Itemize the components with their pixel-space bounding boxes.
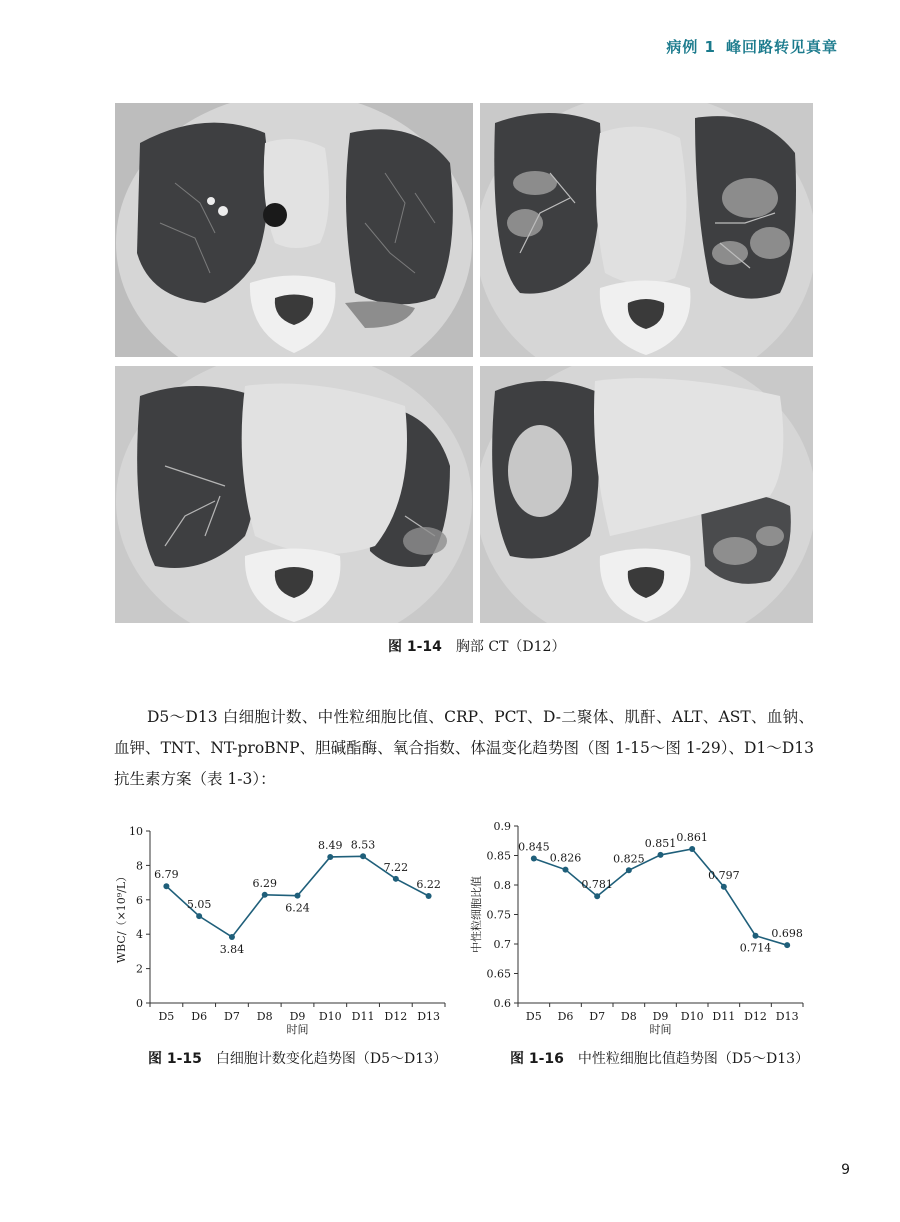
neutrophil-trend-chart bbox=[468, 815, 813, 1045]
ct-lower-left bbox=[115, 366, 473, 623]
data-point bbox=[163, 883, 169, 889]
ct-figure bbox=[115, 103, 813, 623]
data-point bbox=[262, 892, 268, 898]
data-label: 0.698 bbox=[771, 927, 803, 941]
x-tick-label: D13 bbox=[417, 1010, 441, 1023]
x-tick-label: D8 bbox=[256, 1010, 273, 1023]
data-label: 0.825 bbox=[613, 852, 645, 866]
y-tick-label: 6 bbox=[136, 893, 143, 907]
y-tick-label: 0 bbox=[136, 997, 143, 1010]
data-point bbox=[531, 855, 537, 861]
data-point bbox=[229, 934, 235, 940]
figure-number-neutrophil: 图 1-16 bbox=[510, 1051, 564, 1067]
ct-lower-right bbox=[480, 366, 813, 623]
x-tick-label: D12 bbox=[744, 1010, 767, 1023]
x-tick-label: D8 bbox=[620, 1010, 637, 1023]
y-axis-label: 中性粒细胞比值 bbox=[470, 876, 483, 953]
x-tick-label: D5 bbox=[158, 1010, 175, 1023]
data-label: 7.22 bbox=[383, 860, 409, 874]
y-tick-label: 0.7 bbox=[493, 938, 511, 951]
x-tick-label: D6 bbox=[557, 1010, 574, 1023]
data-point bbox=[594, 893, 600, 899]
y-tick-label: 8 bbox=[136, 859, 143, 873]
header-case: 病例 1 bbox=[666, 38, 716, 56]
data-point bbox=[784, 942, 790, 948]
data-label: 3.84 bbox=[219, 942, 245, 956]
figure-title-neutrophil: 中性粒细胞比值趋势图（D5～D13） bbox=[577, 1051, 810, 1067]
x-tick-label: D7 bbox=[589, 1010, 606, 1023]
data-point bbox=[658, 852, 664, 858]
ct-upper-left bbox=[115, 103, 473, 357]
x-tick-label: D7 bbox=[224, 1010, 240, 1023]
data-point bbox=[626, 867, 632, 873]
x-tick-label: D9 bbox=[289, 1010, 306, 1023]
y-tick-label: 0.9 bbox=[493, 820, 511, 833]
data-label: 0.797 bbox=[708, 868, 740, 882]
figure-title-ct: 胸部 CT（D12） bbox=[455, 639, 566, 655]
data-label: 6.29 bbox=[252, 876, 277, 890]
x-tick-label: D10 bbox=[680, 1010, 704, 1023]
figure-caption-ct bbox=[388, 636, 565, 656]
x-tick-label: D5 bbox=[525, 1010, 542, 1023]
page-number: 9 bbox=[841, 1162, 850, 1178]
y-tick-label: 0.6 bbox=[493, 997, 511, 1010]
data-label: 8.53 bbox=[350, 838, 376, 852]
x-tick-label: D12 bbox=[384, 1010, 408, 1023]
data-point bbox=[393, 876, 399, 882]
data-point bbox=[689, 846, 695, 852]
data-label: 6.22 bbox=[416, 878, 441, 892]
data-point bbox=[721, 884, 727, 890]
x-tick-label: D9 bbox=[652, 1010, 669, 1023]
running-header bbox=[666, 36, 838, 57]
figure-number-ct: 图 1-14 bbox=[388, 639, 442, 655]
data-label: 0.714 bbox=[739, 941, 772, 955]
header-title: 峰回路转见真章 bbox=[725, 38, 838, 56]
data-label: 0.826 bbox=[549, 851, 582, 865]
data-label: 6.24 bbox=[285, 901, 310, 915]
x-tick-label: D11 bbox=[712, 1010, 736, 1023]
ct-upper-right bbox=[480, 103, 813, 357]
x-axis-label: 时间 bbox=[649, 1023, 672, 1036]
x-tick-label: D11 bbox=[351, 1010, 375, 1023]
y-tick-label: 0.85 bbox=[486, 849, 511, 863]
data-point bbox=[753, 933, 759, 939]
x-tick-label: D6 bbox=[191, 1010, 208, 1023]
data-point bbox=[360, 853, 366, 859]
y-tick-label: 0.8 bbox=[493, 879, 511, 892]
data-label: 0.851 bbox=[644, 836, 677, 850]
data-point bbox=[295, 893, 301, 899]
data-point bbox=[563, 867, 569, 873]
figure-caption-wbc bbox=[148, 1048, 447, 1068]
x-tick-label: D13 bbox=[775, 1010, 799, 1023]
figure-caption-neutrophil bbox=[510, 1048, 809, 1068]
data-label: 6.79 bbox=[154, 868, 179, 882]
y-tick-label: 0.75 bbox=[486, 908, 511, 922]
y-tick-label: 0.65 bbox=[486, 967, 511, 981]
figure-number-wbc: 图 1-15 bbox=[148, 1051, 202, 1067]
y-tick-label: 10 bbox=[129, 825, 143, 838]
y-tick-label: 2 bbox=[136, 962, 143, 976]
x-tick-label: D10 bbox=[318, 1010, 342, 1023]
data-label: 5.05 bbox=[186, 898, 212, 912]
wbc-trend-chart bbox=[112, 815, 452, 1045]
y-tick-label: 4 bbox=[136, 928, 143, 942]
x-axis-label: 时间 bbox=[286, 1023, 309, 1036]
body-paragraph: D5～D13 白细胞计数、中性粒细胞比值、CRP、PCT、D-二聚体、肌酐、ALT、AST、血钠、血钾、TNT、NT-proBNP、胆碱酯酶、氧合指数、体温变化趋势图（图 1-15～图 1-29）、D1～D13 抗生素方案（表 1-3）： bbox=[114, 708, 814, 788]
data-point bbox=[426, 893, 432, 899]
data-point bbox=[327, 854, 333, 860]
data-label: 0.845 bbox=[518, 840, 550, 854]
data-label: 0.781 bbox=[581, 878, 613, 892]
data-label: 0.861 bbox=[676, 831, 708, 845]
data-point bbox=[196, 913, 202, 919]
data-label: 8.49 bbox=[318, 838, 343, 852]
y-axis-label: WBC/（×10⁹/L） bbox=[115, 870, 128, 964]
figure-title-wbc: 白细胞计数变化趋势图（D5～D13） bbox=[215, 1051, 448, 1067]
